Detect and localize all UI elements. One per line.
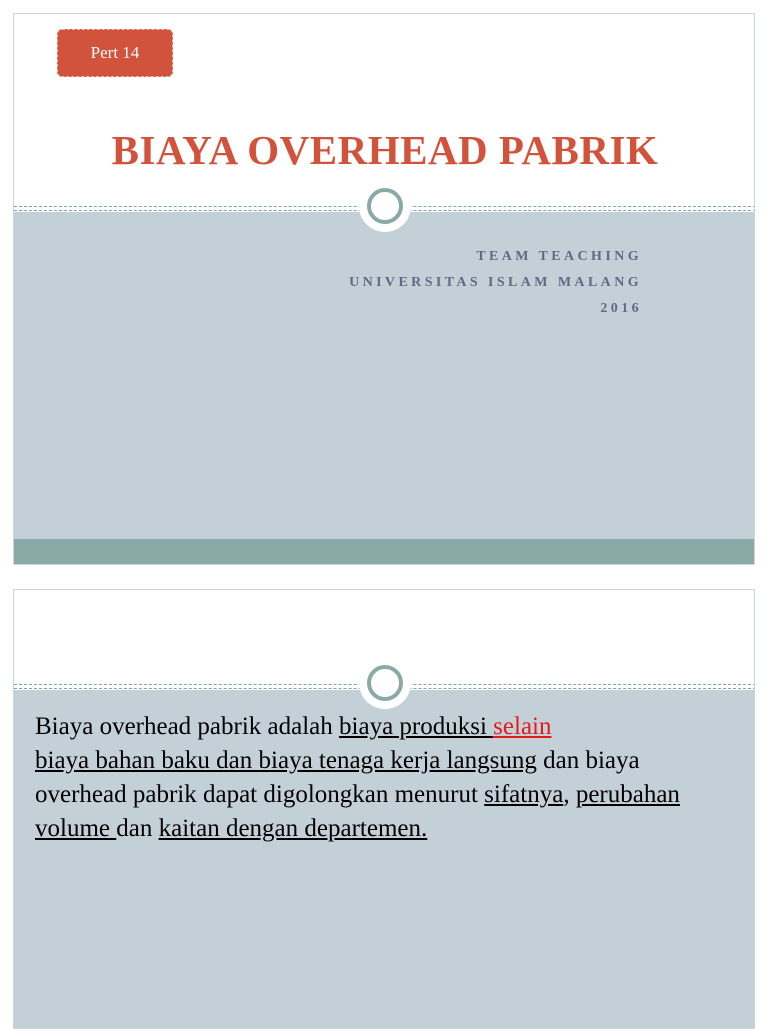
subtitle-university: UNIVERSITAS ISLAM MALANG <box>349 275 642 290</box>
lesson-badge: Pert 14 <box>57 29 173 77</box>
bottom-band <box>14 539 755 565</box>
text-classification: dan biaya overhead pabrik dapat digolongkan menurut <box>35 747 640 808</box>
title-slide <box>13 13 755 565</box>
definition-paragraph <box>35 710 725 846</box>
text-comma: , <box>563 781 576 808</box>
subtitle-year: 2016 <box>600 301 642 316</box>
text-except: selain <box>493 713 552 740</box>
text-department-relation: kaitan dengan departemen. <box>158 815 428 842</box>
text-volume-change: perubahan volume <box>35 781 680 842</box>
circle-ornament-icon <box>359 657 411 709</box>
text-nature: sifatnya <box>484 781 564 808</box>
subtitle-team: TEAM TEACHING <box>476 249 642 264</box>
text-production-cost: biaya produksi <box>339 713 494 740</box>
content-slide <box>13 589 755 1029</box>
subtitle-block <box>349 244 642 322</box>
text-and: dan <box>116 815 159 842</box>
text-material-labor: biaya bahan baku dan biaya tenaga kerja langsung <box>35 747 537 774</box>
text-intro: Biaya overhead pabrik adalah <box>35 713 340 740</box>
circle-ornament-icon <box>359 180 411 232</box>
slide-title: BIAYA OVERHEAD PABRIK <box>111 127 659 173</box>
